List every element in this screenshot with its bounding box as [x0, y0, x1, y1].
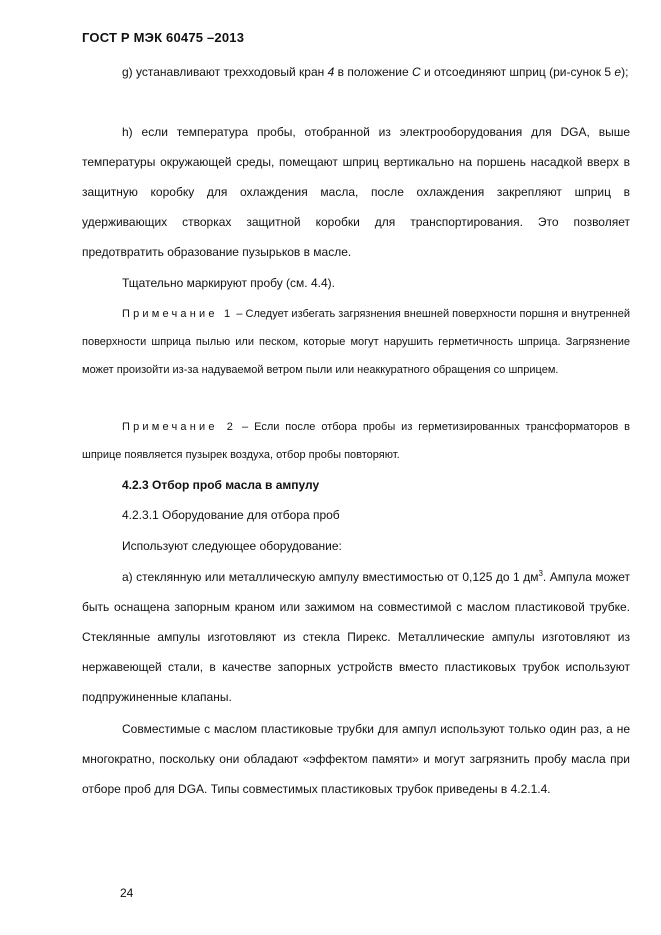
section-heading: 4.2.3 Отбор проб масла в ампулу	[122, 478, 320, 492]
paragraph-compatible-tubes: Совместимые с маслом пластиковые трубки для ампул используют только один раз, а не многократно, поскольку они обладают «эффектом памяти» и могут загрязнить пробу масла при отборе проб для DGA. Типы совместимых пластиковых трубок приведены в 4.2.1.4.	[82, 722, 630, 796]
paragraph-equipment: Используют следующее оборудование:	[122, 539, 342, 553]
paragraph-a	[82, 562, 630, 712]
paragraph-g-text-a: g) устанавливают трехходовый кран	[122, 65, 328, 79]
paragraph-marking: Тщательно маркируют пробу (см. 4.4).	[122, 276, 335, 290]
note-2	[82, 413, 630, 469]
paragraph-g-position: C	[411, 65, 421, 79]
note-1-text: – Следует избегать загрязнения внешней поверхности поршня и внутренней поверхности шприца пылью или песком, которые могут нарушить герметичность шприца. Загрязнение может произойти из-за надуваемой ветром пыли или неаккуратного обращения со шприцем.	[82, 308, 630, 376]
paragraph-g-valve-number: 4	[327, 65, 335, 79]
paragraph-h: h) если температура пробы, отобранной из электрооборудования для DGA, выше температуры окружающей среды, помещают шприц вертикально на поршень насадкой вверх в защитную коробку для охлаждения масла, после охлаждения закрепляют шприц в удерживающих створках защитной коробки для транспортирования. Это позволяет предотвратить образование пузырьков в масле.	[82, 125, 630, 259]
paragraph-g-figure-ref: e	[614, 65, 622, 79]
document-header: ГОСТ Р МЭК 60475 –2013	[82, 30, 245, 45]
page-number: 24	[120, 886, 134, 900]
paragraph-a-text-b: . Ампула может быть оснащена запорным краном или зажимом на совместимой с маслом пластиковой трубке. Стеклянные ампулы изготовляют из стекла Пирекс. Металлические ампулы изготовляют из нержавеющей стали, в качестве запорных устройств вместо пластиковых трубок используют подпружиненные клапаны.	[82, 570, 630, 704]
note-1	[82, 300, 630, 384]
paragraph-a-superscript: 3	[538, 569, 543, 578]
paragraph-g	[82, 57, 630, 87]
note-2-text: – Если после отбора пробы из герметизированных трансформаторов в шприце появляется пузырек воздуха, отбор пробы повторяют.	[82, 421, 630, 461]
paragraph-g-text-c: и отсоединяют шприц (ри-сунок 5	[420, 65, 615, 79]
paragraph-g-text-d: );	[621, 65, 629, 79]
paragraph-a-text-a: a) стеклянную или металлическую ампулу вместимостью от 0,125 до 1 дм	[122, 570, 539, 584]
note-1-label: Примечание 1	[122, 308, 234, 320]
paragraph-g-text-b: в положение	[334, 65, 412, 79]
subsection-heading: 4.2.3.1 Оборудование для отбора проб	[122, 508, 340, 522]
note-2-label: Примечание 2	[122, 421, 237, 433]
